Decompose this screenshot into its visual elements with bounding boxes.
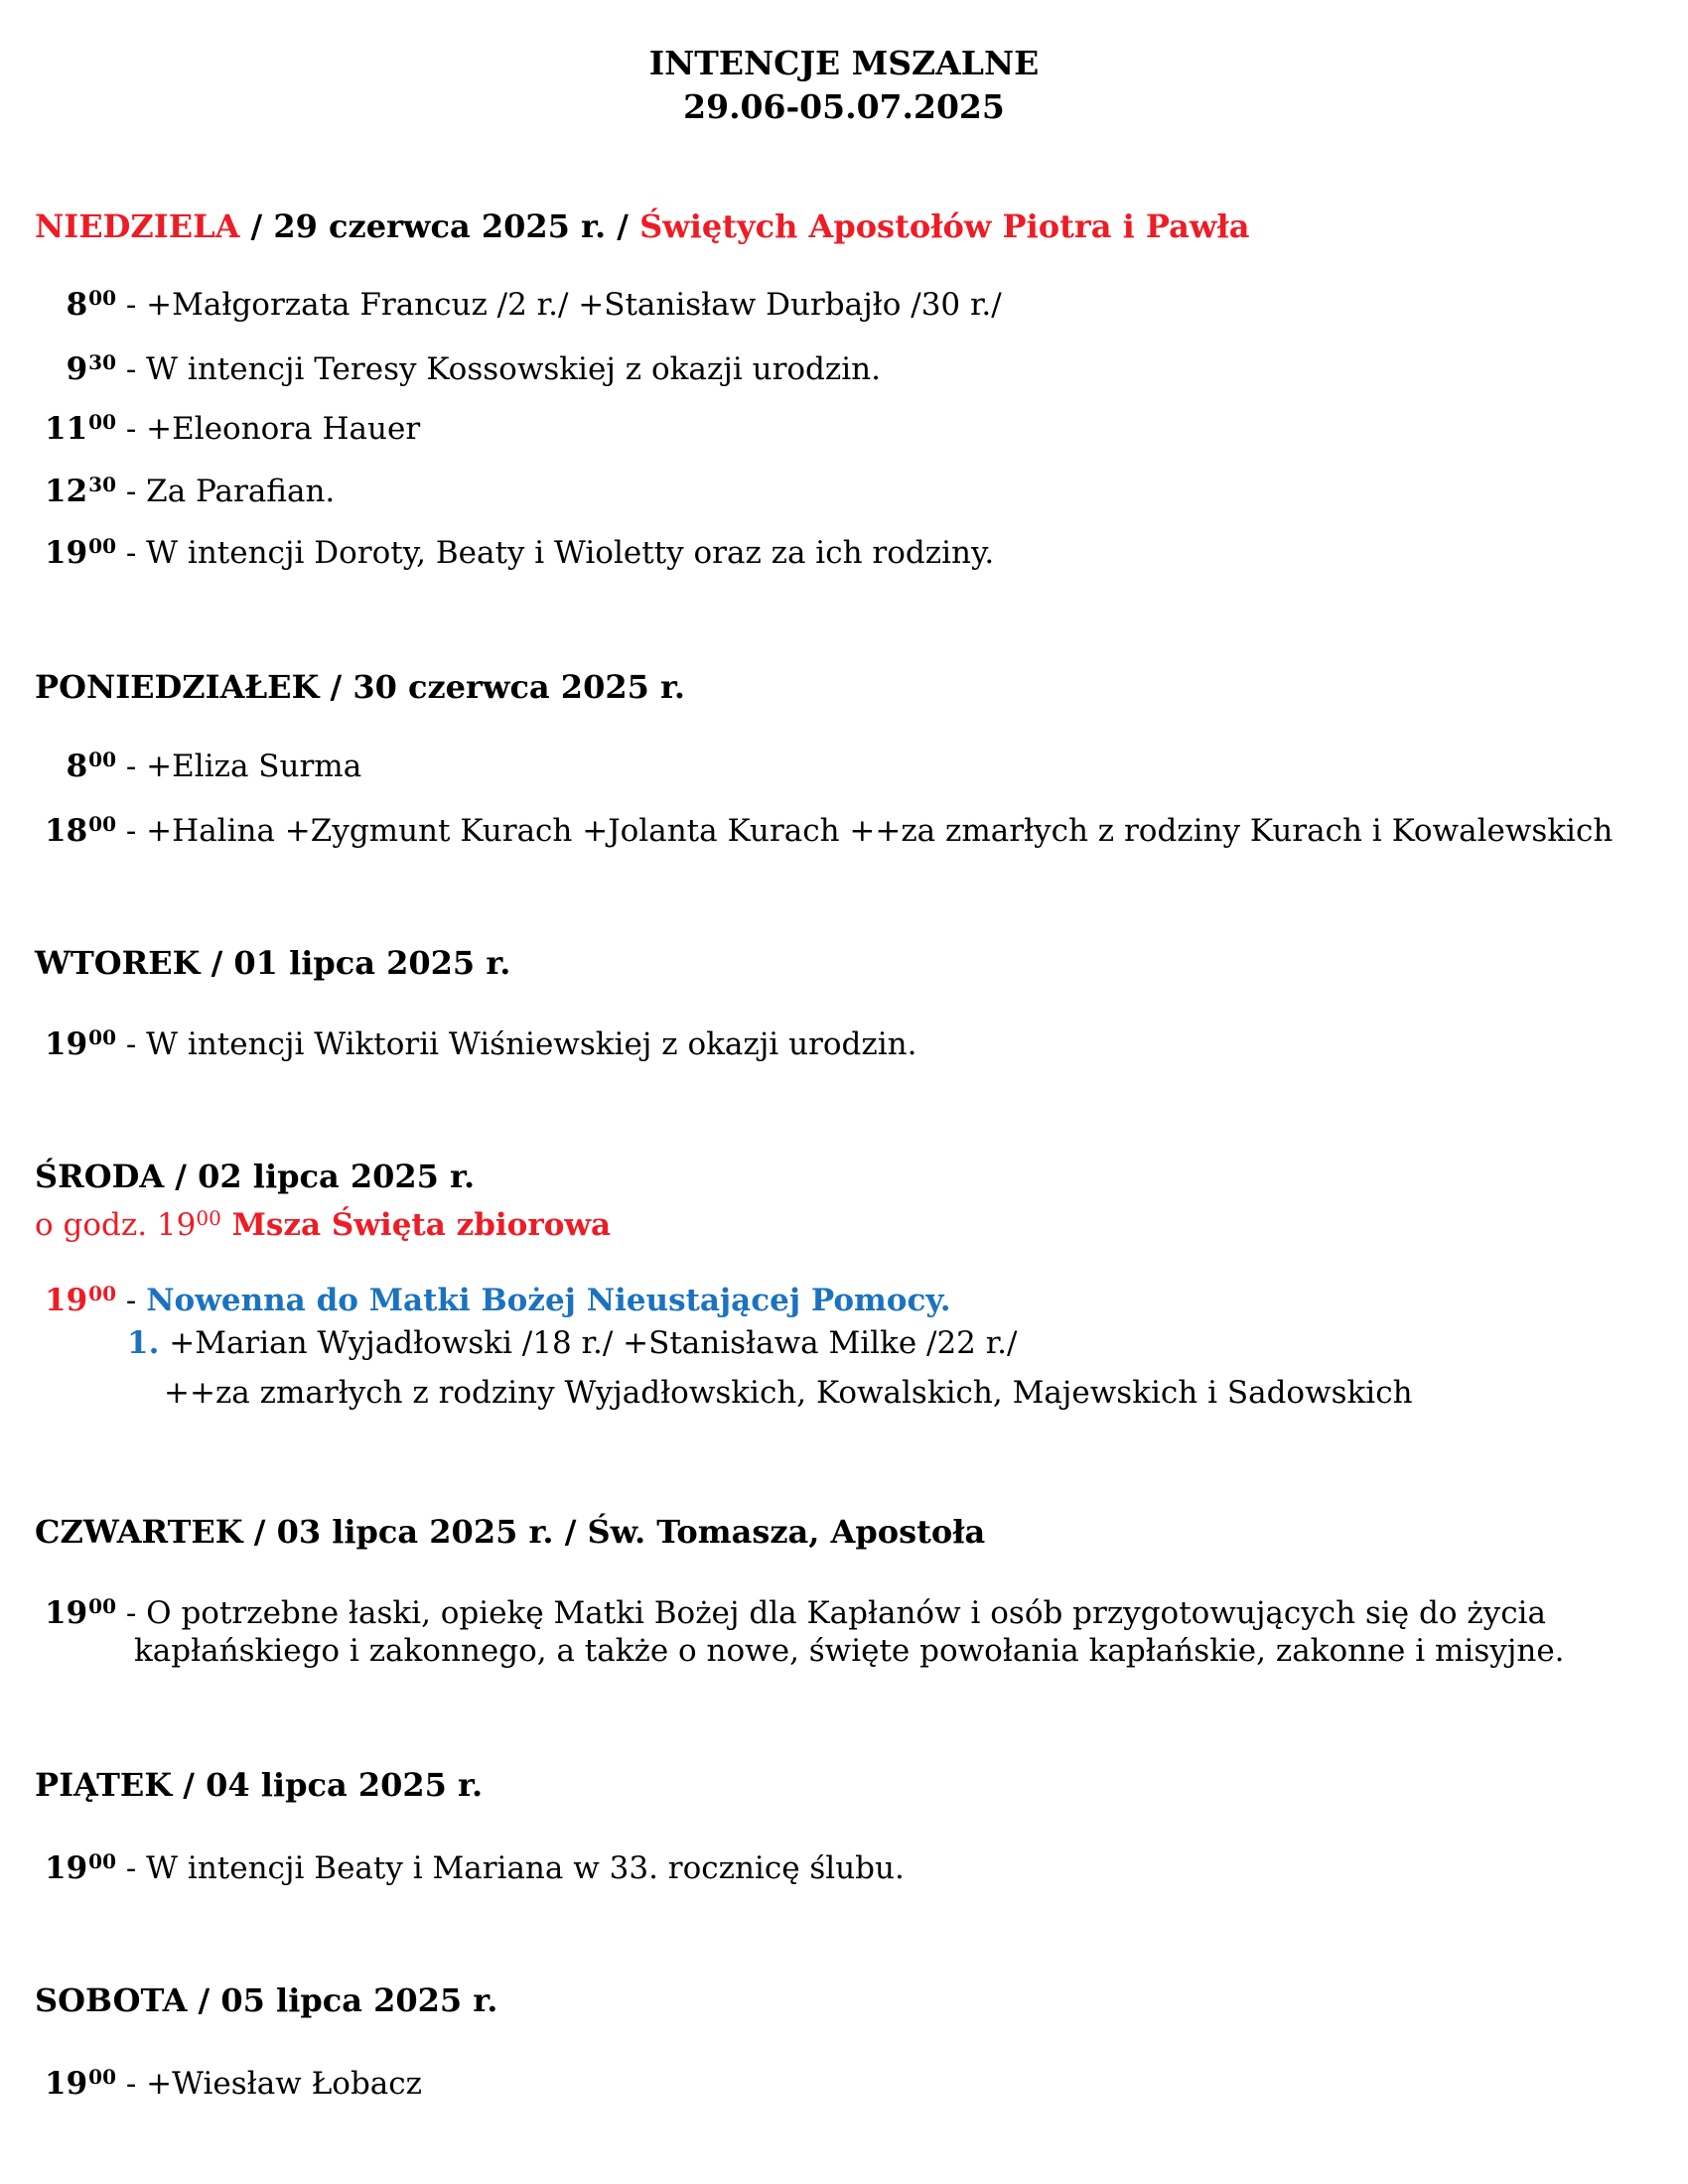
novena-title: Nowenna do Matki Bożej Nieustającej Pomocy. [146,1283,951,1318]
mass-time: $9^{30}$ [66,350,116,387]
novena-item-continuation: ++za zmarłych z rodziny Wyjadłowskich, Kowalskich, Majewskich i Sadowskich [164,1375,1413,1411]
mass-entry [35,465,335,511]
mass-time: $11^{00}$ [45,410,116,447]
day-name-sunday: NIEDZIELA [35,207,240,245]
mass-time: $19^{00}$ [45,1594,116,1631]
novena-item [127,1323,1017,1363]
mass-intention-continuation: kapłańskiego i zakonnego, a także o nowe, święte powołania kapłańskie, zakonne i misyjne. [134,1633,1565,1669]
day-date-sunday: / 29 czerwca 2025 r. / [239,207,640,245]
mass-time: $19^{00}$ [45,2065,116,2102]
note-title: Msza Święta zbiorowa [220,1207,612,1243]
mass-entry [35,1274,951,1320]
mass-intention: - W intencji Wiktorii Wiśniewskiej z okazji urodzin. [116,1026,917,1062]
day-header-sunday [35,206,1249,246]
page-date-range: 29.06-05.07.2025 [683,87,1005,126]
note-time-prefix: o godz. 19 [35,1207,197,1243]
mass-intention: - W intencji Doroty, Beaty i Wioletty oraz za ich rodziny. [116,535,995,571]
day-header-wednesday: ŚRODA / 02 lipca 2025 r. [35,1158,476,1195]
note-time-minutes: 00 [196,1206,221,1230]
mass-time: $19^{00}$ [45,1025,116,1062]
mass-intention: - +Eleonora Hauer [116,411,421,447]
mass-time: $18^{00}$ [45,812,116,849]
mass-entry [35,342,881,389]
day-header-saturday: SOBOTA / 05 lipca 2025 r. [35,1981,498,2019]
day-header-thursday: CZWARTEK / 03 lipca 2025 r. / Św. Tomasza, Apostoła [35,1513,986,1551]
mass-time: $19^{00}$ [45,1849,116,1886]
mass-intention: - W intencji Beaty i Mariana w 33. rocznicę ślubu. [116,1850,905,1886]
mass-intention: - +Wiesław Łobacz [116,2066,422,2102]
mass-intention: - +Halina +Zygmunt Kurach +Jolanta Kurach ++za zmarłych z rodziny Kurach i Kowalewskich [116,813,1614,849]
mass-time: $8^{00}$ [66,748,116,784]
mass-dash: - [116,1283,147,1318]
mass-entry [35,1842,905,1888]
mass-time: $19^{00}$ [45,534,116,571]
day-header-monday: PONIEDZIAŁEK / 30 czerwca 2025 r. [35,668,686,706]
page-title: INTENCJE MSZALNE [648,44,1040,82]
mass-intention: - O potrzebne łaski, opiekę Matki Bożej dla Kapłanów i osób przygotowujących się do życia [116,1595,1546,1631]
mass-intention: - +Małgorzata Francuz /2 r./ +Stanisław Durbajło /30 r./ [116,287,1002,323]
mass-entry [35,526,994,573]
feast-sunday: Świętych Apostołów Piotra i Pawła [639,207,1250,245]
mass-intention: - Za Parafian. [116,474,336,509]
novena-item-text: +Marian Wyjadłowski /18 r./ +Stanisława Milke /22 r./ [159,1325,1018,1361]
mass-time: $8^{00}$ [66,286,116,323]
mass-intention: - W intencji Teresy Kossowskiej z okazji urodzin. [116,351,881,387]
mass-entry [35,278,1002,325]
mass-entry [35,1586,1546,1633]
wednesday-note [35,1198,611,1245]
mass-intention: - +Eliza Surma [116,749,362,784]
mass-entry [35,2057,422,2104]
mass-time: $19^{00}$ [45,1282,116,1318]
mass-entry [35,740,361,786]
day-header-friday: PIĄTEK / 04 lipca 2025 r. [35,1766,484,1804]
mass-entry [35,804,1613,851]
mass-entry [35,1018,916,1064]
mass-time: $12^{30}$ [45,473,116,509]
novena-item-number: 1. [127,1325,160,1361]
mass-entry [35,402,420,449]
day-header-tuesday: WTOREK / 01 lipca 2025 r. [35,944,511,982]
